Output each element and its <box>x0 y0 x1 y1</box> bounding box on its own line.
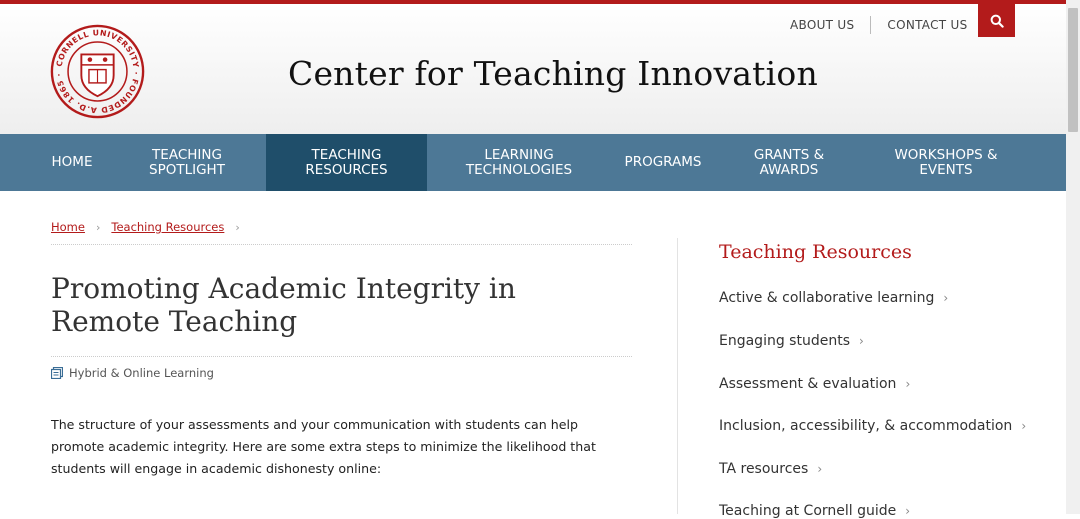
nav-item-workshops-events[interactable] <box>880 134 1012 191</box>
nav-label: WORKSHOPS & EVENTS <box>894 146 998 178</box>
topic-tag-link[interactable] <box>51 366 214 380</box>
sidebar-link-assessment[interactable] <box>719 376 910 392</box>
intro-paragraph: The structure of your assessments and your communication with students can help promote academic integrity. Here are some extra steps to minimize the likelihood that students will engage in academic dishonesty online: <box>51 417 596 476</box>
chevron-right-icon: › <box>817 462 823 476</box>
page-title: Promoting Academic Integrity in Remote Teaching <box>51 272 516 338</box>
sidebar-link-label: Active & collaborative learning <box>719 290 935 306</box>
document-stack-icon <box>51 367 63 379</box>
sidebar-heading: Teaching Resources <box>719 241 912 263</box>
sidebar-link-inclusion[interactable] <box>719 418 1026 434</box>
utility-divider <box>870 16 871 34</box>
sidebar-link-active-learning[interactable] <box>719 290 948 306</box>
sidebar-link-label: Engaging students <box>719 333 850 349</box>
scrollbar-thumb[interactable] <box>1068 8 1078 132</box>
nav-item-teaching-resources[interactable] <box>266 134 427 191</box>
cornell-seal-icon[interactable] <box>50 24 145 119</box>
search-icon <box>990 14 1004 28</box>
chevron-right-icon: › <box>858 334 864 348</box>
nav-item-learning-technologies[interactable] <box>447 134 591 191</box>
sidebar-link-engaging-students[interactable] <box>719 333 864 349</box>
chevron-right-icon: › <box>905 504 911 518</box>
search-button[interactable] <box>978 4 1015 37</box>
vertical-scrollbar[interactable] <box>1066 0 1080 514</box>
breadcrumb-teaching-resources-link[interactable]: Teaching Resources <box>111 220 225 234</box>
divider <box>51 356 632 357</box>
nav-label: LEARNING TECHNOLOGIES <box>465 146 573 178</box>
sidebar-link-ta-resources[interactable] <box>719 461 822 477</box>
chevron-right-icon: › <box>235 220 240 234</box>
nav-item-home[interactable]: HOME <box>51 154 93 170</box>
chevron-right-icon: › <box>1021 419 1027 433</box>
chevron-right-icon: › <box>905 377 911 391</box>
sidebar-link-label: TA resources <box>719 461 809 477</box>
nav-item-programs[interactable]: PROGRAMS <box>624 154 702 170</box>
site-header <box>0 4 1066 134</box>
sidebar-link-label: Assessment & evaluation <box>719 376 897 392</box>
chevron-right-icon: › <box>95 220 101 234</box>
breadcrumb-home-link[interactable]: Home <box>51 220 85 234</box>
utility-nav <box>790 17 968 33</box>
site-title[interactable]: Center for Teaching Innovation <box>288 54 818 93</box>
sidebar-link-label: Teaching at Cornell guide <box>719 503 897 519</box>
topic-tag-label: Hybrid & Online Learning <box>69 366 214 380</box>
nav-label: GRANTS & AWARDS <box>753 146 825 178</box>
divider <box>51 244 632 245</box>
nav-label: TEACHING SPOTLIGHT <box>149 146 225 178</box>
nav-item-teaching-spotlight[interactable] <box>128 134 246 191</box>
svg-text:CORNELL UNIVERSITY · FOUNDED A: CORNELL UNIVERSITY · FOUNDED A.D. 1865 · <box>54 28 141 115</box>
about-us-link[interactable]: ABOUT US <box>790 18 855 32</box>
main-nav <box>0 134 1066 191</box>
nav-label: TEACHING RESOURCES <box>305 146 388 178</box>
sidebar-link-label: Inclusion, accessibility, & accommodation <box>719 418 1013 434</box>
sidebar-divider <box>677 238 678 514</box>
chevron-right-icon: › <box>943 291 949 305</box>
contact-us-link[interactable]: CONTACT US <box>887 18 968 32</box>
sidebar-link-teaching-guide[interactable] <box>719 503 910 519</box>
nav-item-grants-awards[interactable] <box>735 134 843 191</box>
breadcrumb <box>51 220 251 234</box>
